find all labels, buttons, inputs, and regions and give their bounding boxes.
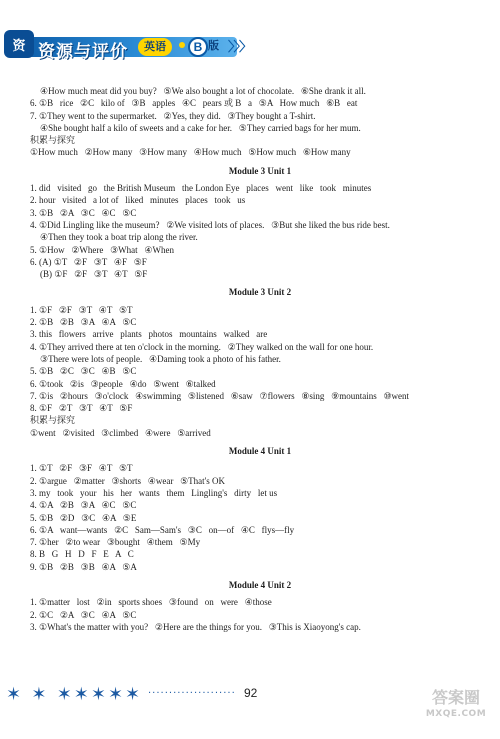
module-heading: Module 3 Unit 2 xyxy=(228,287,292,298)
answer-line: 1. ①F ②F ③T ④T ⑤T xyxy=(30,304,133,315)
answer-line: 1. did visited go the British Museum the London Eye places went like took minutes xyxy=(30,183,372,194)
answer-line: 2. ①argue ②matter ③shorts ④wear ⑤That's OK xyxy=(30,475,226,486)
answer-line: ③There were lots of people. ④Daming took a photo of his father. xyxy=(40,353,281,364)
answer-line: ④Then they took a boat trip along the river. xyxy=(40,232,198,243)
dotted-rule: ····················· xyxy=(148,688,236,699)
page-footer xyxy=(0,676,500,739)
answer-line: 3. my took your his her wants them Lingling's dirty let us xyxy=(30,487,278,498)
page-header xyxy=(0,0,500,62)
edition-label: 版 xyxy=(208,39,219,52)
answer-line: (B) ①F ②F ③T ④T ⑤F xyxy=(40,269,148,280)
answer-line: 2. ①C ②A ③C ④A ⑤C xyxy=(30,609,137,620)
answer-line: 3. ①What's the matter with you? ②Here are the things for you. ③This is Xiaoyong's cap. xyxy=(30,621,361,632)
answer-line: 4. ①A ②B ③A ④C ⑤C xyxy=(30,500,137,511)
answer-line: 6. ①took ②is ③people ④do ⑤went ⑥talked xyxy=(30,378,216,389)
answer-line: 4. ①They arrived there at ten o'clock in the morning. ②They walked on the wall for one hour. xyxy=(30,341,374,352)
answer-line: 5. ①How ②Where ③What ④When xyxy=(30,244,174,255)
watermark-text: 答案圈 xyxy=(431,688,480,707)
answer-line: 1. ①T ②F ③F ④T ⑤T xyxy=(30,463,133,474)
answer-line: 6. ①B rice ②C kilo of ③B apples ④C pears 或 B a ⑤A How much ⑥B eat xyxy=(30,98,358,109)
answer-line: ①How much ②How many ③How many ④How much ⑤How much ⑥How many xyxy=(30,147,351,158)
answer-line: 2. ①B ②B ③A ④A ⑤C xyxy=(30,317,137,328)
answer-line: 9. ①B ②B ③B ④A ⑤A xyxy=(30,561,137,572)
chevron-right-icon: 〉〉〉 xyxy=(228,40,252,55)
separator-dot-icon xyxy=(179,42,185,48)
answer-line: 2. hour visited a lot of liked minutes places took us xyxy=(30,195,246,206)
answer-line: 8. B G H D F E A C xyxy=(30,549,134,560)
answer-line: 6. (A) ①T ②F ③T ④F ⑤F xyxy=(30,256,147,267)
watermark-logo xyxy=(420,688,492,730)
book-title: 资源与评价 xyxy=(38,42,128,62)
answer-line: 5. ①B ②C ③C ④B ⑤C xyxy=(30,366,137,377)
answer-line: 6. ①A want—wants ②C Sam—Sam's ③C on—of ④C flys—fly xyxy=(30,524,295,535)
module-heading: Module 3 Unit 1 xyxy=(228,165,292,176)
answer-line: 3. ①B ②A ③C ④C ⑤C xyxy=(30,207,137,218)
answer-line: ④She bought half a kilo of sweets and a cake for her. ⑤They carried bags for her mum. xyxy=(40,122,361,133)
answer-line: 5. ①B ②D ③C ④A ⑤E xyxy=(30,512,137,523)
answer-line: 7. ①They went to the supermarket. ②Yes, they did. ③They bought a T-shirt. xyxy=(30,110,316,121)
answer-line: 7. ①her ②to wear ③bought ④them ⑤My xyxy=(30,537,201,548)
answer-line: 7. ①is ②hours ③o'clock ④swimming ⑤listened ⑥saw ⑦flowers ⑧sing ⑨mountains ⑩went xyxy=(30,390,410,401)
answer-line: 4. ①Did Lingling like the museum? ②We visited lots of places. ③But she liked the bus ride best. xyxy=(30,219,390,230)
module-heading: Module 4 Unit 2 xyxy=(228,579,292,590)
watermark-domain: MXQE.COM xyxy=(425,709,487,719)
subject-badge: 英语 xyxy=(138,38,172,56)
answer-line: 1. ①matter lost ②in sports shoes ③found on were ④those xyxy=(30,597,272,608)
module-heading: Module 4 Unit 1 xyxy=(228,446,292,457)
publisher-logo-icon: 资 xyxy=(4,30,34,58)
answer-line: 8. ①F ②T ③T ④T ⑤F xyxy=(30,403,133,414)
answer-line: ①went ②visited ③climbed ④were ⑤arrived xyxy=(30,427,211,438)
answer-line: ④How much meat did you buy? ⑤We also bought a lot of chocolate. ⑥She drank it all. xyxy=(40,86,366,96)
edition-badge: B xyxy=(188,37,208,57)
answer-line: 积累与探究 xyxy=(30,135,76,146)
page-number: 92 xyxy=(244,686,258,700)
answer-line: 3. this flowers arrive plants photos mountains walked are xyxy=(30,329,268,340)
star-decoration-icon: ✶ ✶ ✶✶✶✶✶ xyxy=(6,684,143,705)
answer-line: 积累与探究 xyxy=(30,415,76,426)
answer-content xyxy=(30,85,490,633)
